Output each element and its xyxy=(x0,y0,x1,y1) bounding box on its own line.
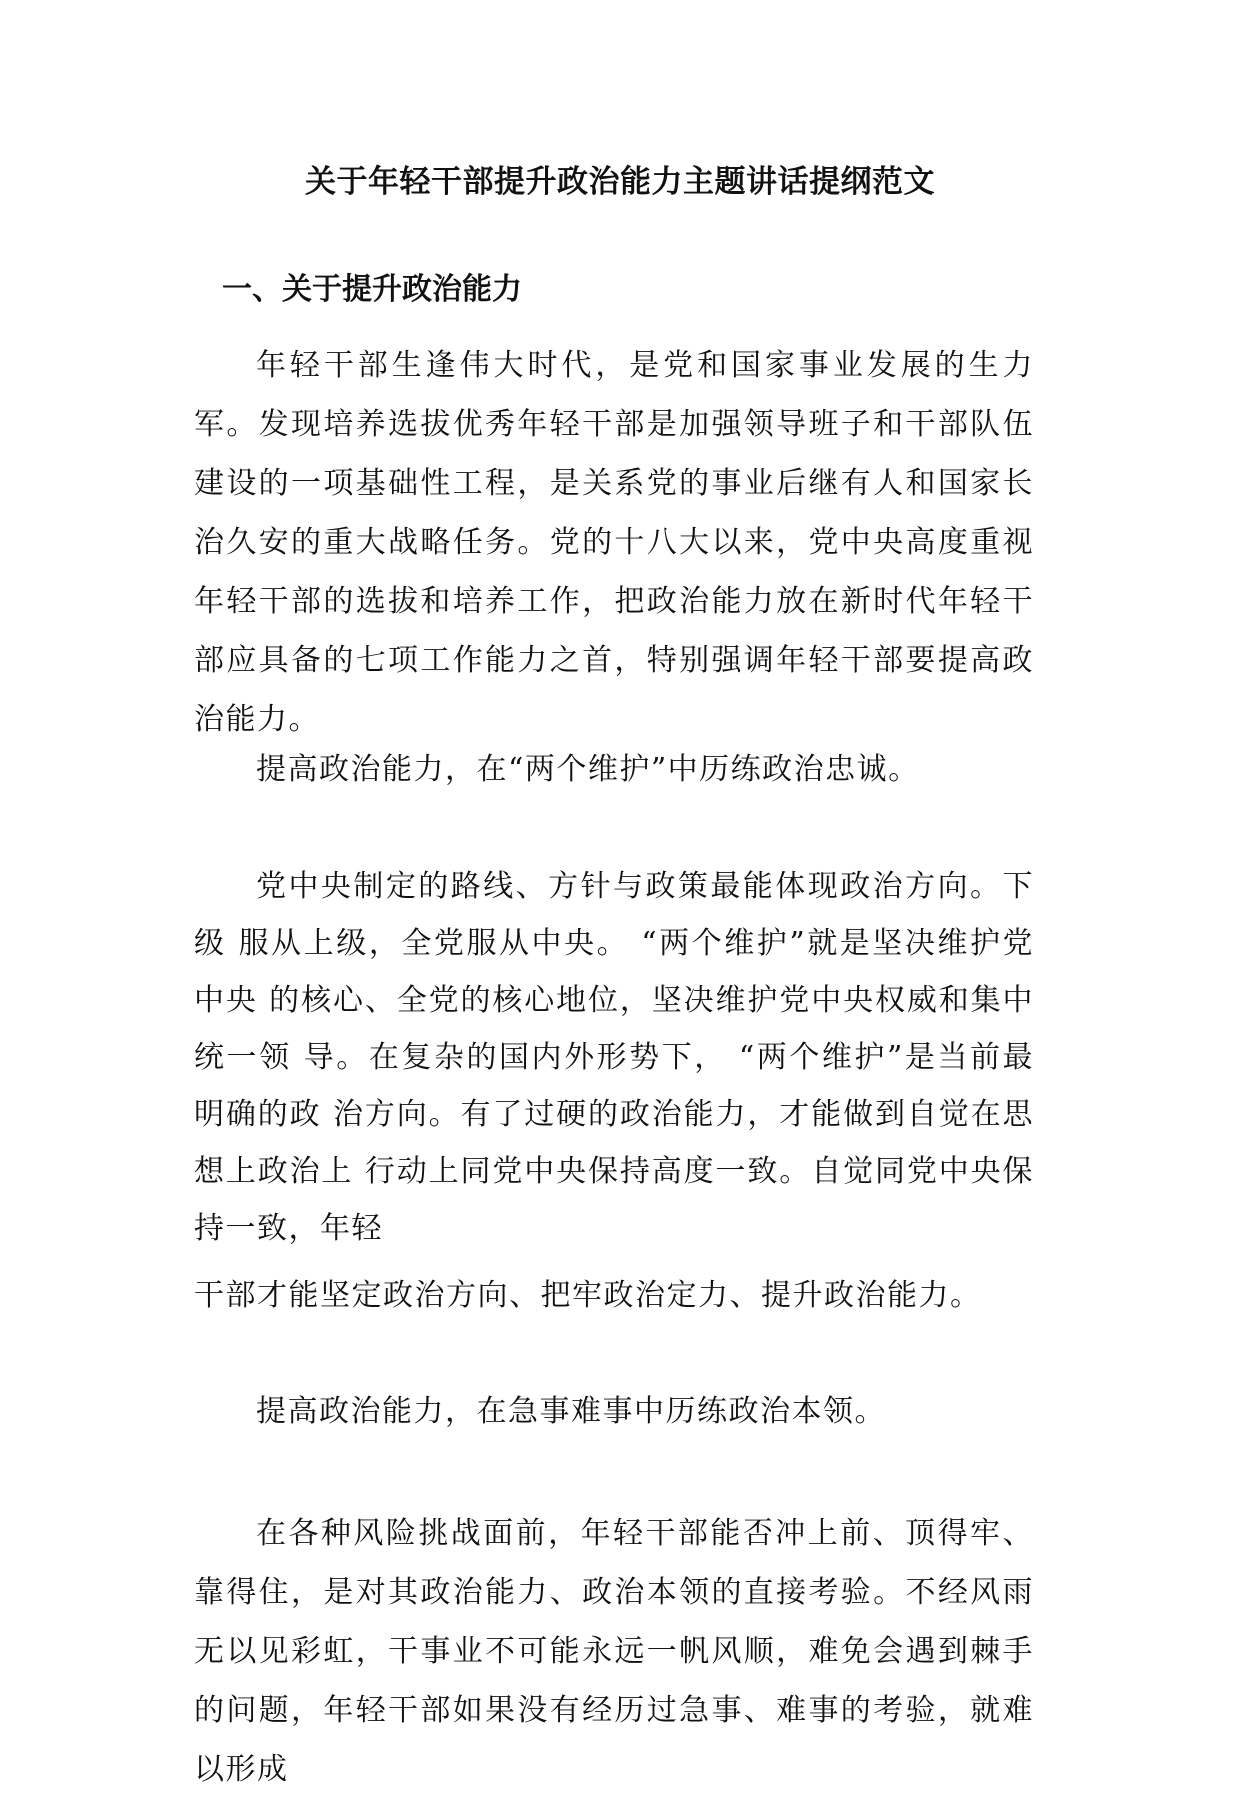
section-heading: 一、关于提升政治能力 xyxy=(222,272,522,307)
paragraph-two-safeguards: 党中央制定的路线、方针与政策最能体现政治方向。下级 服从上级，全党服从中央。 “两个维护”就是坚决维护党中央 的核心、全党的核心地位，坚决维护党中央权威和集中统一领 导。在复杂的国内外形势下， “两个维护”是当前最明确的政 治方向。有了过硬的政治能力，才能做到自觉在思想上政治上 行动上同党中央保持高度一致。自觉同党中央保持一致，年轻 xyxy=(194,869,1034,1246)
paragraph-subheading-skills: 提高政治能力，在急事难事中历练政治本领。 xyxy=(256,1394,886,1429)
paragraph-risk-challenges: 在各种风险挑战面前，年轻干部能否冲上前、顶得牢、靠得住，是对其政治能力、政治本领的直接考验。不经风雨无以见彩虹，干事业不可能永远一帆风顺，难免会遇到棘手的问题，年轻干部如果没有经历过急事、难事的考验，就难以形成 xyxy=(194,1516,1034,1787)
paragraph-continuation: 干部才能坚定政治方向、把牢政治定力、提升政治能力。 xyxy=(194,1278,982,1313)
paragraph-intro: 年轻干部生逢伟大时代，是党和国家事业发展的生力军。发现培养选拔优秀年轻干部是加强领导班子和干部队伍建设的一项基础性工程，是关系党的事业后继有人和国家长治久安的重大战略任务。党的十八大以来，党中央高度重视年轻干部的选拔和培养工作，把政治能力放在新时代年轻干部应具备的七项工作能力之首，特别强调年轻干部要提高政治能力。 xyxy=(194,348,1034,737)
document-title: 关于年轻干部提升政治能力主题讲话提纲范文 xyxy=(305,164,935,200)
paragraph-subheading-loyalty: 提高政治能力，在“两个维护”中历练政治忠诚。 xyxy=(256,752,920,787)
